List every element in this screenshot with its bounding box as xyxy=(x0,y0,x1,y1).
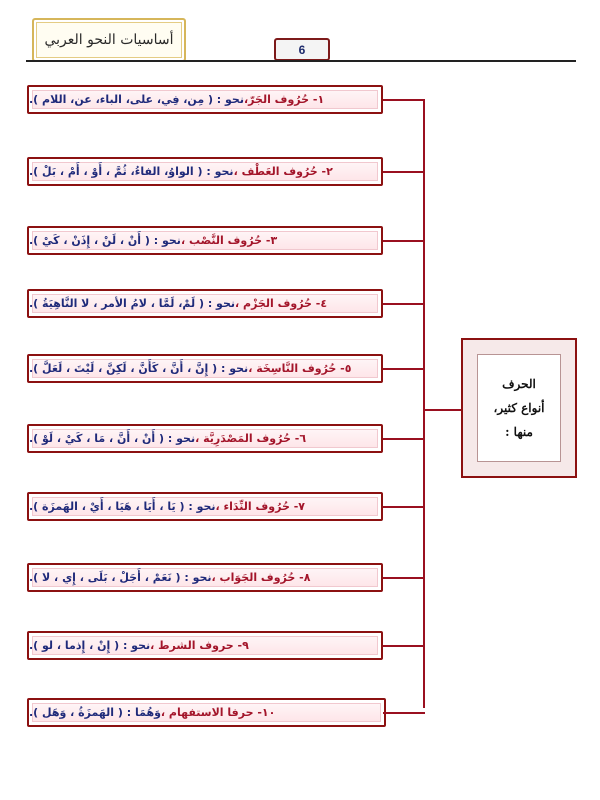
connector-stub xyxy=(383,303,425,305)
item-examples: نحو : ( يَا ، أَيَا ، هَيَا ، أَيْ ، الهَمزَة ). xyxy=(29,500,216,513)
page-number: 6 xyxy=(274,38,330,61)
item-examples: نحو : ( إِنْ ، إِذما ، لو ). xyxy=(29,639,151,652)
item-examples: نحو : ( نَعَمْ ، أَجَلْ ، بَلَى ، إِي ، لا ). xyxy=(29,571,212,584)
item-label: ٥- حُرُوف النَّاسِخَة ، xyxy=(248,362,352,375)
main-box-title: الحرف xyxy=(502,377,536,391)
connector-stub xyxy=(383,240,425,242)
connector-stub xyxy=(383,712,425,714)
item-examples: نحو : ( لَمْ، لَمَّا ، لامُ الأمر ، لا النَّاهِيَةُ ). xyxy=(29,297,236,310)
item-label: ٤- حُرُوف الجَزْم ، xyxy=(235,297,328,310)
item-label: ٣- حُرُوف النَّصْب ، xyxy=(180,234,278,247)
item-label: ٩- حروف الشرط ، xyxy=(150,639,249,652)
connector-main xyxy=(423,409,461,411)
list-item xyxy=(27,289,383,318)
list-item xyxy=(27,424,383,453)
connector-vertical xyxy=(423,99,425,708)
item-examples: وَهُمَا : ( الهَمزَةُ ، وَهَل ). xyxy=(29,706,161,719)
main-box-line2: أنواع كثير، xyxy=(493,401,545,415)
item-label: ٧- حُرُوف النِّدَاء ، xyxy=(215,500,306,513)
list-item xyxy=(27,631,383,660)
list-item xyxy=(27,492,383,521)
item-label: ١٠- حرفا الاستفهام ، xyxy=(160,706,276,719)
list-item xyxy=(27,698,386,727)
list-item xyxy=(27,85,383,114)
item-examples: نحو : ( أَنْ ، لَنْ ، إِذَنْ ، كَيْ ). xyxy=(29,234,181,247)
item-label: ١- حُرُوف الجَرّ، xyxy=(244,93,325,106)
item-examples: نحو : ( مِن، فِي، على، الباء، عن، اللام ). xyxy=(29,93,244,106)
item-examples: نحو : ( الواوُ، الفاءُ، ثُمَّ ، أَوْ ، أَمْ ، بَلْ ). xyxy=(29,165,234,178)
connector-stub xyxy=(383,438,425,440)
connector-stub xyxy=(383,171,425,173)
connector-stub xyxy=(383,368,425,370)
item-label: ٨- حُرُوف الجَوَاب ، xyxy=(211,571,311,584)
connector-stub xyxy=(383,577,425,579)
list-item xyxy=(27,157,383,186)
item-examples: نحو : ( إِنَّ ، أَنَّ ، كَأَنَّ ، لَكِنَّ ، لَيْتَ ، لَعَلَّ ). xyxy=(29,362,249,375)
list-item xyxy=(27,563,383,592)
main-box-text xyxy=(494,372,545,444)
connector-stub xyxy=(383,506,425,508)
connector-stub xyxy=(383,645,425,647)
logo-text: أساسيات النحو العربي xyxy=(44,32,174,48)
item-examples: نحو : ( أَنْ ، أَنَّ ، مَا ، كَيْ ، لَوْ ). xyxy=(29,432,196,445)
book-logo xyxy=(32,18,186,62)
header-divider xyxy=(26,60,576,62)
main-concept-box xyxy=(461,338,577,478)
list-item xyxy=(27,226,383,255)
item-label: ٦- حُرُوف المَصْدَرِيَّة ، xyxy=(195,432,307,445)
main-box-line3: منها : xyxy=(505,425,533,439)
connector-stub xyxy=(383,99,425,101)
list-item xyxy=(27,354,383,383)
item-label: ٢- حُرُوف العَطْف ، xyxy=(233,165,333,178)
